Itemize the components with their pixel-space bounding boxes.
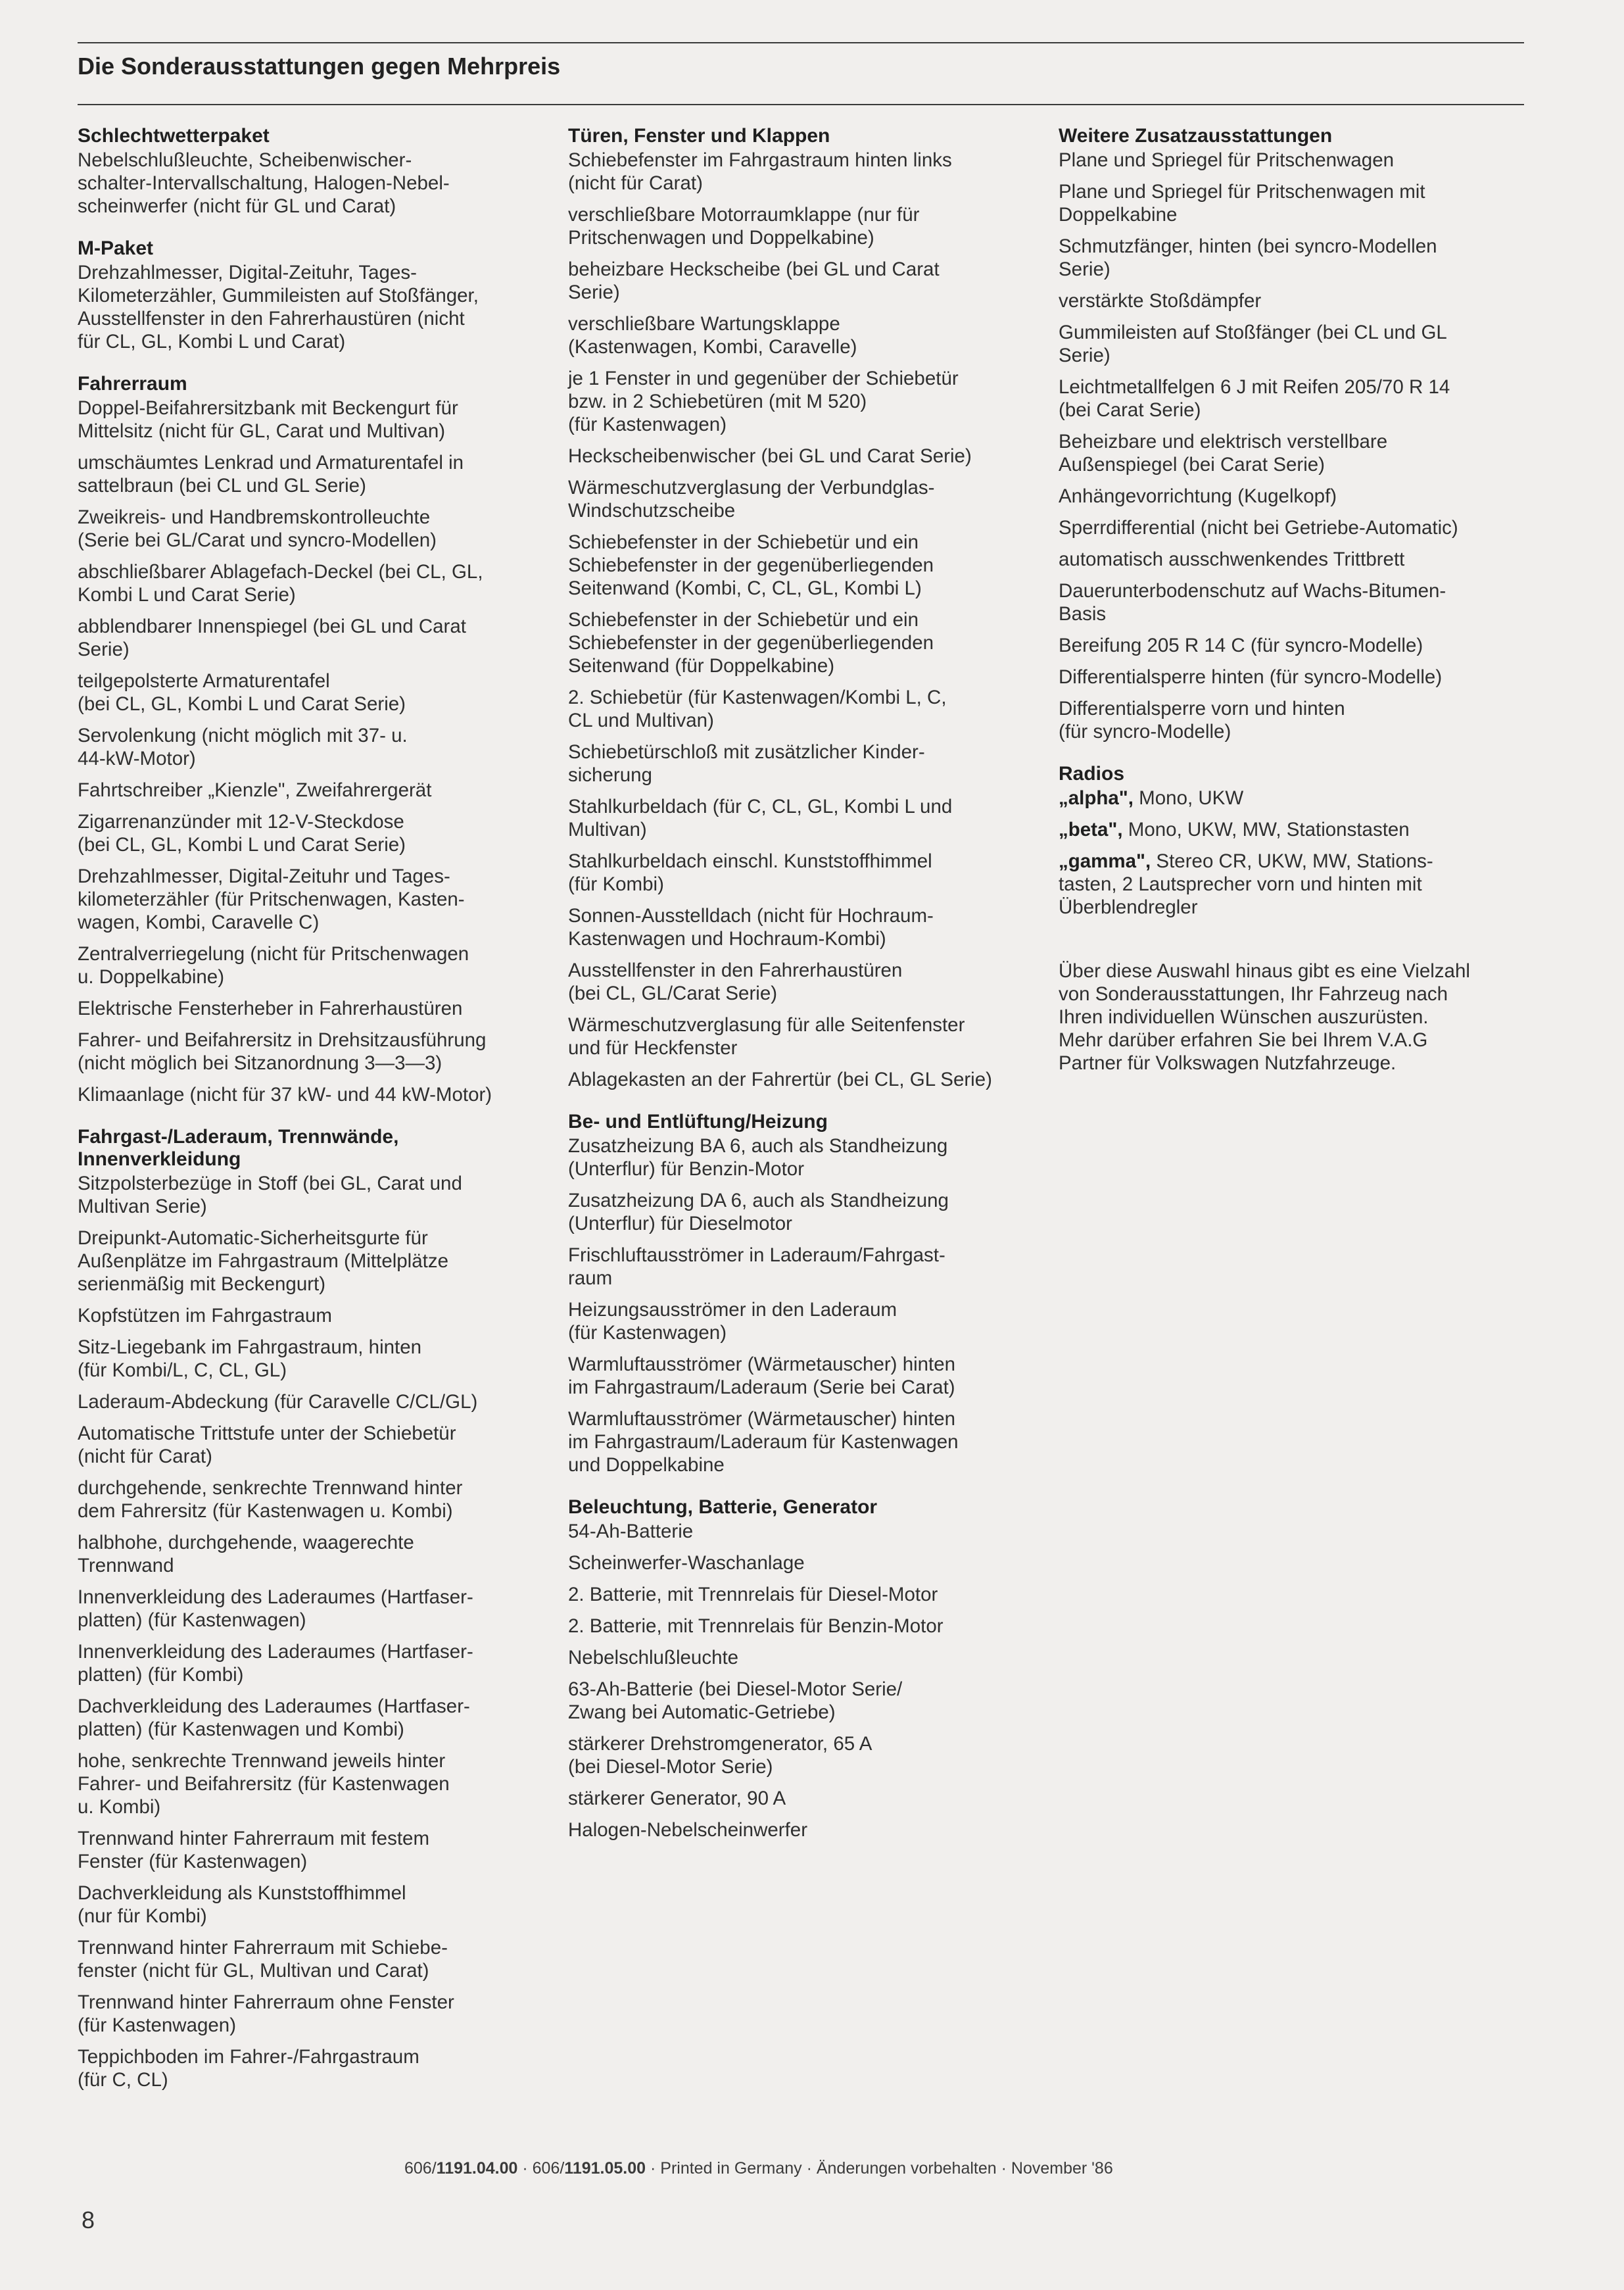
list-item: Zweikreis- und Handbremskontrolleuchte (Serie bei GL/Carat und syncro-Modellen)	[78, 506, 437, 551]
section-heading: Radios	[1059, 763, 1125, 785]
list-item: umschäumtes Lenkrad und Armaturentafel in sattelbraun (bei CL und GL Serie)	[78, 452, 464, 497]
list-item: Drehzahlmesser, Digital-Zeituhr, Tages- Kilometerzähler, Gummileisten auf Stoßfänger, Ausstellfenster in den Fahrerhaustüren (nicht für CL, GL, Kombi L und Carat)	[78, 262, 479, 353]
section-heading: Fahrerraum	[78, 373, 187, 395]
list-item: stärkerer Drehstromgenerator, 65 A (bei Diesel-Motor Serie)	[568, 1733, 872, 1778]
list-item: Heckscheibenwischer (bei GL und Carat Serie)	[568, 445, 972, 467]
list-item: Sitzpolsterbezüge in Stoff (bei GL, Carat und Multivan Serie)	[78, 1173, 462, 1217]
list-item: verstärkte Stoßdämpfer	[1059, 290, 1262, 312]
list-item: Kopfstützen im Fahrgastraum	[78, 1305, 332, 1327]
radio-item	[1059, 850, 1519, 919]
footer-code-1: 1191.04.00	[436, 2159, 518, 2178]
section-heading: Beleuchtung, Batterie, Generator	[568, 1496, 878, 1518]
list-item: stärkerer Generator, 90 A	[568, 1788, 786, 1809]
list-item: teilgepolsterte Armaturentafel (bei CL, GL, Kombi L und Carat Serie)	[78, 670, 406, 715]
list-item: Wärmeschutzverglasung für alle Seitenfenster und für Heckfenster	[568, 1014, 965, 1059]
list-item: Bereifung 205 R 14 C (für syncro-Modelle)	[1059, 635, 1423, 656]
title-rule	[78, 104, 1524, 105]
section-heading: Fahrgast-/Laderaum, Trennwände, Innenverkleidung	[78, 1126, 399, 1170]
footer-separator: · 606/	[517, 2159, 565, 2178]
list-item: abschließbarer Ablagefach-Deckel (bei CL, GL, Kombi L und Carat Serie)	[78, 561, 483, 606]
list-item: Schmutzfänger, hinten (bei syncro-Modellen Serie)	[1059, 235, 1437, 280]
column-3	[1059, 125, 1519, 1075]
list-item: Heizungsausströmer in den Laderaum (für Kastenwagen)	[568, 1299, 897, 1344]
section-heading: Be- und Entlüftung/Heizung	[568, 1111, 828, 1133]
top-rule	[78, 42, 1524, 43]
section	[78, 373, 538, 1106]
list-item: Doppel-Beifahrersitzbank mit Beckengurt für Mittelsitz (nicht für GL, Carat und Multivan)	[78, 397, 458, 442]
list-item: Wärmeschutzverglasung der Verbundglas- Windschutzscheibe	[568, 477, 935, 522]
list-item: Automatische Trittstufe unter der Schiebetür (nicht für Carat)	[78, 1423, 456, 1467]
section-heading: M-Paket	[78, 237, 154, 259]
list-item: Sonnen-Ausstelldach (nicht für Hochraum- Kastenwagen und Hochraum-Kombi)	[568, 905, 934, 950]
list-item: Servolenkung (nicht möglich mit 37- u. 44-kW-Motor)	[78, 725, 408, 769]
list-item: je 1 Fenster in und gegenüber der Schiebetür bzw. in 2 Schiebetüren (mit M 520) (für Kastenwagen)	[568, 368, 959, 435]
page-title: Die Sonderausstattungen gegen Mehrpreis	[78, 53, 561, 80]
list-item: Warmluftausströmer (Wärmetauscher) hinten im Fahrgastraum/Laderaum (Serie bei Carat)	[568, 1353, 956, 1398]
list-item: Fahrtschreiber „Kienzle", Zweifahrergerät	[78, 779, 432, 801]
list-item: Trennwand hinter Fahrerraum mit festem Fenster (für Kastenwagen)	[78, 1828, 430, 1872]
list-item: Dachverkleidung des Laderaumes (Hartfaser- platten) (für Kastenwagen und Kombi)	[78, 1695, 470, 1740]
list-item: Elektrische Fensterheber in Fahrerhaustüren	[78, 998, 463, 1019]
section	[78, 1126, 538, 2091]
list-item: 63-Ah-Batterie (bei Diesel-Motor Serie/ Zwang bei Automatic-Getriebe)	[568, 1678, 903, 1723]
list-item: Nebelschlußleuchte, Scheibenwischer- schalter-Intervallschaltung, Halogen-Nebel- scheinwerfer (nicht für GL und Carat)	[78, 149, 450, 217]
list-item: Trennwand hinter Fahrerraum mit Schiebe- fenster (nicht für GL, Multivan und Carat)	[78, 1937, 448, 1982]
list-item: Sperrdifferential (nicht bei Getriebe-Automatic)	[1059, 517, 1458, 539]
section	[568, 1111, 1028, 1476]
section-heading: Türen, Fenster und Klappen	[568, 125, 830, 147]
list-item: Klimaanlage (nicht für 37 kW- und 44 kW-Motor)	[78, 1084, 492, 1106]
list-item: 2. Batterie, mit Trennrelais für Diesel-Motor	[568, 1584, 938, 1605]
list-item: Schiebefenster in der Schiebetür und ein Schiebefenster in der gegenüberliegenden Seitenwand (für Doppelkabine)	[568, 609, 934, 677]
list-item: Dauerunterbodenschutz auf Wachs-Bitumen- Basis	[1059, 580, 1446, 625]
list-item: Dreipunkt-Automatic-Sicherheitsgurte für Außenplätze im Fahrgastraum (Mittelplätze serienmäßig mit Beckengurt)	[78, 1227, 449, 1295]
closing-note: Über diese Auswahl hinaus gibt es eine Vielzahl von Sonderausstattungen, Ihr Fahrzeug nach Ihren individuellen Wünschen auszurüsten. Mehr darüber erfahren Sie bei Ihrem V.A.G Partner für Volkswagen Nutzfahrzeuge.	[1059, 960, 1470, 1074]
section	[78, 125, 538, 218]
list-item: Sitz-Liegebank im Fahrgastraum, hinten (für Kombi/L, C, CL, GL)	[78, 1336, 422, 1381]
list-item: Teppichboden im Fahrer-/Fahrgastraum (für C, CL)	[78, 2046, 419, 2091]
list-item: Ausstellfenster in den Fahrerhaustüren (bei CL, GL/Carat Serie)	[568, 960, 903, 1004]
list-item: Trennwand hinter Fahrerraum ohne Fenster (für Kastenwagen)	[78, 1991, 454, 2036]
list-item: Zigarrenanzünder mit 12-V-Steckdose (bei CL, GL, Kombi L und Carat Serie)	[78, 811, 406, 856]
page-number: 8	[82, 2206, 95, 2233]
section-heading: Weitere Zusatzausstattungen	[1059, 125, 1333, 147]
footer-imprint	[404, 2159, 1113, 2178]
list-item: Scheinwerfer-Waschanlage	[568, 1552, 805, 1574]
list-item: Drehzahlmesser, Digital-Zeituhr und Tages- kilometerzähler (für Pritschenwagen, Kasten- wagen, Kombi, Caravelle C)	[78, 865, 465, 933]
list-item: Schiebefenster im Fahrgastraum hinten links (nicht für Carat)	[568, 149, 952, 194]
list-item: Zentralverriegelung (nicht für Pritschenwagen u. Doppelkabine)	[78, 943, 469, 988]
list-item: Stahlkurbeldach einschl. Kunststoffhimmel (für Kombi)	[568, 850, 932, 895]
list-item: Beheizbare und elektrisch verstellbare Außenspiegel (bei Carat Serie)	[1059, 431, 1388, 475]
radio-item	[1059, 818, 1519, 841]
column-2	[568, 125, 1028, 1861]
list-item: Ablagekasten an der Fahrertür (bei CL, GL Serie)	[568, 1069, 992, 1090]
list-item: Gummileisten auf Stoßfänger (bei CL und GL Serie)	[1059, 322, 1447, 366]
list-item: verschließbare Wartungsklappe (Kastenwagen, Kombi, Caravelle)	[568, 313, 857, 358]
radio-description: Mono, UKW	[1133, 787, 1244, 809]
section	[78, 237, 538, 353]
list-item: Differentialsperre hinten (für syncro-Modelle)	[1059, 666, 1443, 688]
list-item: automatisch ausschwenkendes Trittbrett	[1059, 548, 1405, 570]
list-item: Laderaum-Abdeckung (für Caravelle C/CL/GL)	[78, 1391, 478, 1413]
list-item: Warmluftausströmer (Wärmetauscher) hinten im Fahrgastraum/Laderaum für Kastenwagen und Doppelkabine	[568, 1408, 959, 1476]
list-item: Differentialsperre vorn und hinten (für syncro-Modelle)	[1059, 698, 1345, 743]
section	[1059, 763, 1519, 919]
list-item: Zusatzheizung BA 6, auch als Standheizung (Unterflur) für Benzin-Motor	[568, 1135, 948, 1180]
list-item: halbhohe, durchgehende, waagerechte Trennwand	[78, 1532, 414, 1576]
list-item: Anhängevorrichtung (Kugelkopf)	[1059, 485, 1337, 507]
list-item: Stahlkurbeldach (für C, CL, GL, Kombi L und Multivan)	[568, 796, 953, 840]
section-heading: Schlechtwetterpaket	[78, 125, 270, 147]
list-item: Innenverkleidung des Laderaumes (Hartfaser- platten) (für Kastenwagen)	[78, 1586, 473, 1631]
list-item: Plane und Spriegel für Pritschenwagen mit Doppelkabine	[1059, 181, 1425, 226]
radio-name: „gamma",	[1059, 850, 1151, 872]
list-item: Leichtmetallfelgen 6 J mit Reifen 205/70 R 14 (bei Carat Serie)	[1059, 376, 1450, 421]
list-item: 2. Schiebetür (für Kastenwagen/Kombi L, C, CL und Multivan)	[568, 687, 947, 731]
radio-description: Mono, UKW, MW, Stationstasten	[1122, 819, 1410, 840]
footer-prefix: 606/	[404, 2159, 437, 2178]
list-item: Frischluftausströmer in Laderaum/Fahrgast- raum	[568, 1244, 945, 1289]
section	[1059, 125, 1519, 743]
list-item: Plane und Spriegel für Pritschenwagen	[1059, 149, 1395, 171]
list-item: 2. Batterie, mit Trennrelais für Benzin-Motor	[568, 1615, 943, 1637]
section	[568, 1496, 1028, 1841]
footer-code-2: 1191.05.00	[564, 2159, 646, 2178]
list-item: Nebelschlußleuchte	[568, 1647, 739, 1669]
section	[568, 125, 1028, 1091]
list-item: abblendbarer Innenspiegel (bei GL und Carat Serie)	[78, 616, 466, 660]
radio-description: Stereo CR, UKW, MW, Stations- tasten, 2 Lautsprecher vorn und hinten mit Überblendregler	[1059, 850, 1433, 918]
footer-text: · Printed in Germany · Änderungen vorbehalten · November '86	[646, 2159, 1113, 2178]
column-1	[78, 125, 538, 2111]
radio-item	[1059, 787, 1519, 810]
list-item: beheizbare Heckscheibe (bei GL und Carat Serie)	[568, 258, 940, 303]
list-item: Schiebefenster in der Schiebetür und ein Schiebefenster in der gegenüberliegenden Seitenwand (Kombi, C, CL, GL, Kombi L)	[568, 531, 934, 599]
list-item: Zusatzheizung DA 6, auch als Standheizung (Unterflur) für Dieselmotor	[568, 1190, 949, 1234]
radio-name: „beta",	[1059, 819, 1123, 840]
list-item: hohe, senkrechte Trennwand jeweils hinter Fahrer- und Beifahrersitz (für Kastenwagen u. Kombi)	[78, 1750, 450, 1818]
list-item: durchgehende, senkrechte Trennwand hinter dem Fahrersitz (für Kastenwagen u. Kombi)	[78, 1477, 463, 1522]
list-item: Halogen-Nebelscheinwerfer	[568, 1819, 808, 1841]
list-item: Schiebetürschloß mit zusätzlicher Kinder- sicherung	[568, 741, 925, 786]
radio-name: „alpha",	[1059, 787, 1134, 809]
list-item: verschließbare Motorraumklappe (nur für Pritschenwagen und Doppelkabine)	[568, 204, 920, 249]
list-item: 54-Ah-Batterie	[568, 1521, 694, 1542]
list-item: Fahrer- und Beifahrersitz in Drehsitzausführung (nicht möglich bei Sitzanordnung 3—3—3)	[78, 1029, 487, 1074]
list-item: Dachverkleidung als Kunststoffhimmel (nur für Kombi)	[78, 1882, 406, 1927]
list-item: Innenverkleidung des Laderaumes (Hartfaser- platten) (für Kombi)	[78, 1641, 473, 1686]
